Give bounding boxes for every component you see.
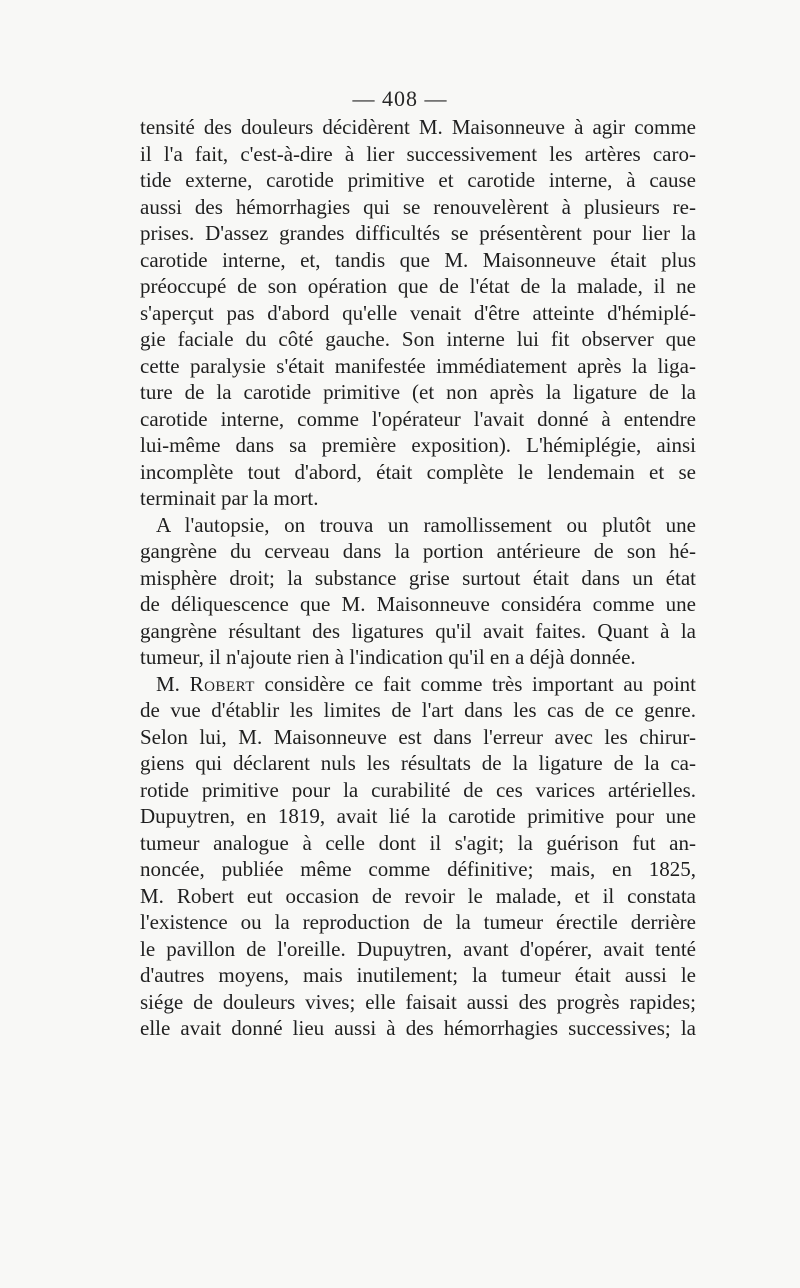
text-line: préoccupé de son opération que de l'état de la malade, il ne [140,274,696,298]
text-line: ture de la carotide primitive (et non après la ligature de la [140,380,696,404]
text-line: l'existence ou la reproduction de la tumeur érectile derrière [140,910,696,934]
text-line: d'autres moyens, mais inutilement; la tumeur était aussi le [140,963,696,987]
text-line: aussi des hémorrhagies qui se renouvelèrent à plusieurs re- [140,194,696,219]
text-line: M. Robert eut occasion de revoir le malade, et il constata [140,883,696,908]
text-line: carotide interne, comme l'opérateur l'avait donné à entendre [140,406,696,431]
text-line: Dupuytren, en 1819, avait lié la carotide primitive pour une [140,804,696,828]
text-line: misphère droit; la substance grise surtout était dans un état [140,565,696,590]
body-text [140,114,696,1042]
text-line: noncée, publiée même comme définitive; mais, en 1825, [140,857,696,881]
text-line: cette paralysie s'était manifestée immédiatement après la liga- [140,353,696,378]
text-line: elle avait donné lieu aussi à des hémorrhagies successives; la [140,1016,696,1040]
text-line: Selon lui, M. Maisonneuve est dans l'erreur avec les chirur- [140,724,696,749]
text-line [140,671,696,698]
author-name: Robert [189,671,255,696]
text-line: giens qui déclarent nuls les résultats de la ligature de la ca- [140,751,696,775]
text-line: rotide primitive pour la curabilité de ces varices artérielles. [140,777,696,802]
text-fragment: considère ce fait comme très important au point [254,671,696,696]
text-line: A l'autopsie, on trouva un ramollissement ou plutôt une [156,512,696,537]
text-line: siége de douleurs vives; elle faisait aussi des progrès rapides; [140,989,696,1014]
text-line: tide externe, carotide primitive et carotide interne, à cause [140,168,696,192]
text-line: de vue d'établir les limites de l'art dans les cas de ce genre. [140,698,696,722]
text-line: gangrène résultant des ligatures qu'il avait faites. Quant à la [140,618,696,643]
text-line: le pavillon de l'oreille. Dupuytren, avant d'opérer, avait tenté [140,936,696,961]
text-line: il l'a fait, c'est-à-dire à lier successivement les artères caro- [140,141,696,166]
text-line: s'aperçut pas d'abord qu'elle venait d'être atteinte d'hémiplé- [140,300,696,325]
text-fragment: M. [156,671,190,696]
text-line: lui-même dans sa première exposition). L'hémiplégie, ainsi [140,433,696,457]
text-line: tumeur analogue à celle dont il s'agit; la guérison fut an- [140,830,696,855]
text-line: tumeur, il n'ajoute rien à l'indication qu'il en a déjà donnée. [140,645,636,669]
text-line: tensité des douleurs décidèrent M. Maisonneuve à agir comme [140,115,696,139]
text-line: gangrène du cerveau dans la portion antérieure de son hé- [140,539,696,563]
text-line: terminait par la mort. [140,486,319,510]
text-line: carotide interne, et, tandis que M. Maisonneuve était plus [140,247,696,272]
text-line: gie faciale du côté gauche. Son interne lui fit observer que [140,327,696,351]
text-line: incomplète tout d'abord, était complète le lendemain et se [140,459,696,484]
page-number: — 408 — [352,86,448,111]
text-line: prises. D'assez grandes difficultés se présentèrent pour lier la [140,221,696,245]
text-line: de déliquescence que M. Maisonneuve considéra comme une [140,592,696,616]
